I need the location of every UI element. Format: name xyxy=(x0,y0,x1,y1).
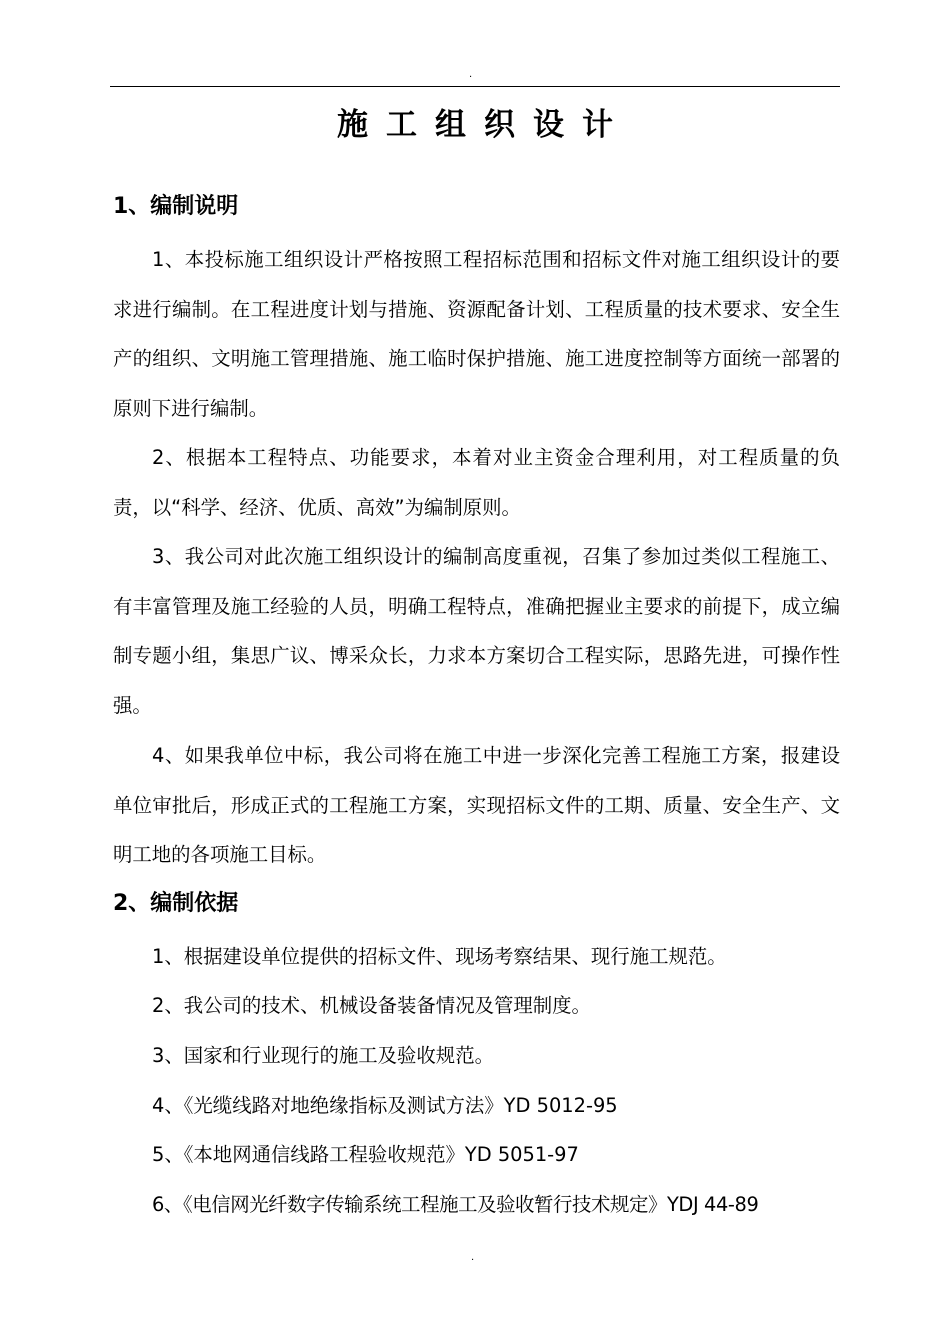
section-heading-compilation-basis: 2、编制依据 xyxy=(113,891,239,916)
paragraph-notes-2: 2、根据本工程特点、功能要求，本着对业主资金合理利用，对工程质量的负责，以“科学、经济、优质、高效”为编制原则。 xyxy=(113,446,840,519)
section-heading-compilation-notes: 1、编制说明 xyxy=(113,194,239,219)
basis-item-1: 1、根据建设单位提供的招标文件、现场考察结果、现行施工规范。 xyxy=(152,945,727,968)
basis-item-3: 3、国家和行业现行的施工及验收规范。 xyxy=(152,1044,494,1067)
basis-item-6: 6、《电信网光纤数字传输系统工程施工及验收暂行技术规定》YDJ 44-89 xyxy=(152,1193,759,1216)
basis-item-4: 4、《光缆线路对地绝缘指标及测试方法》YD 5012-95 xyxy=(152,1094,618,1117)
paragraph-notes-4: 4、如果我单位中标，我公司将在施工中进一步深化完善工程施工方案，报建设单位审批后，形成正式的工程施工方案，实现招标文件的工期、质量、安全生产、文明工地的各项施工目标。 xyxy=(113,744,840,867)
footer-mark: . xyxy=(471,1252,475,1263)
header-rule xyxy=(110,86,840,87)
header-mark: . xyxy=(469,69,473,80)
basis-item-2: 2、我公司的技术、机械设备装备情况及管理制度。 xyxy=(152,994,591,1017)
paragraph-notes-1: 1、本投标施工组织设计严格按照工程招标范围和招标文件对施工组织设计的要求进行编制。在工程进度计划与措施、资源配备计划、工程质量的技术要求、安全生产的组织、文明施工管理措施、施工临时保护措施、施工进度控制等方面统一部署的原则下进行编制。 xyxy=(113,248,840,420)
document-title: 施工组织设计 xyxy=(337,107,631,143)
paragraph-notes-3: 3、我公司对此次施工组织设计的编制高度重视，召集了参加过类似工程施工、有丰富管理及施工经验的人员，明确工程特点，准确把握业主要求的前提下，成立编制专题小组，集思广议、博采众长，力求本方案切合工程实际，思路先进，可操作性强。 xyxy=(113,545,840,717)
basis-item-5: 5、《本地网通信线路工程验收规范》YD 5051-97 xyxy=(152,1143,579,1166)
